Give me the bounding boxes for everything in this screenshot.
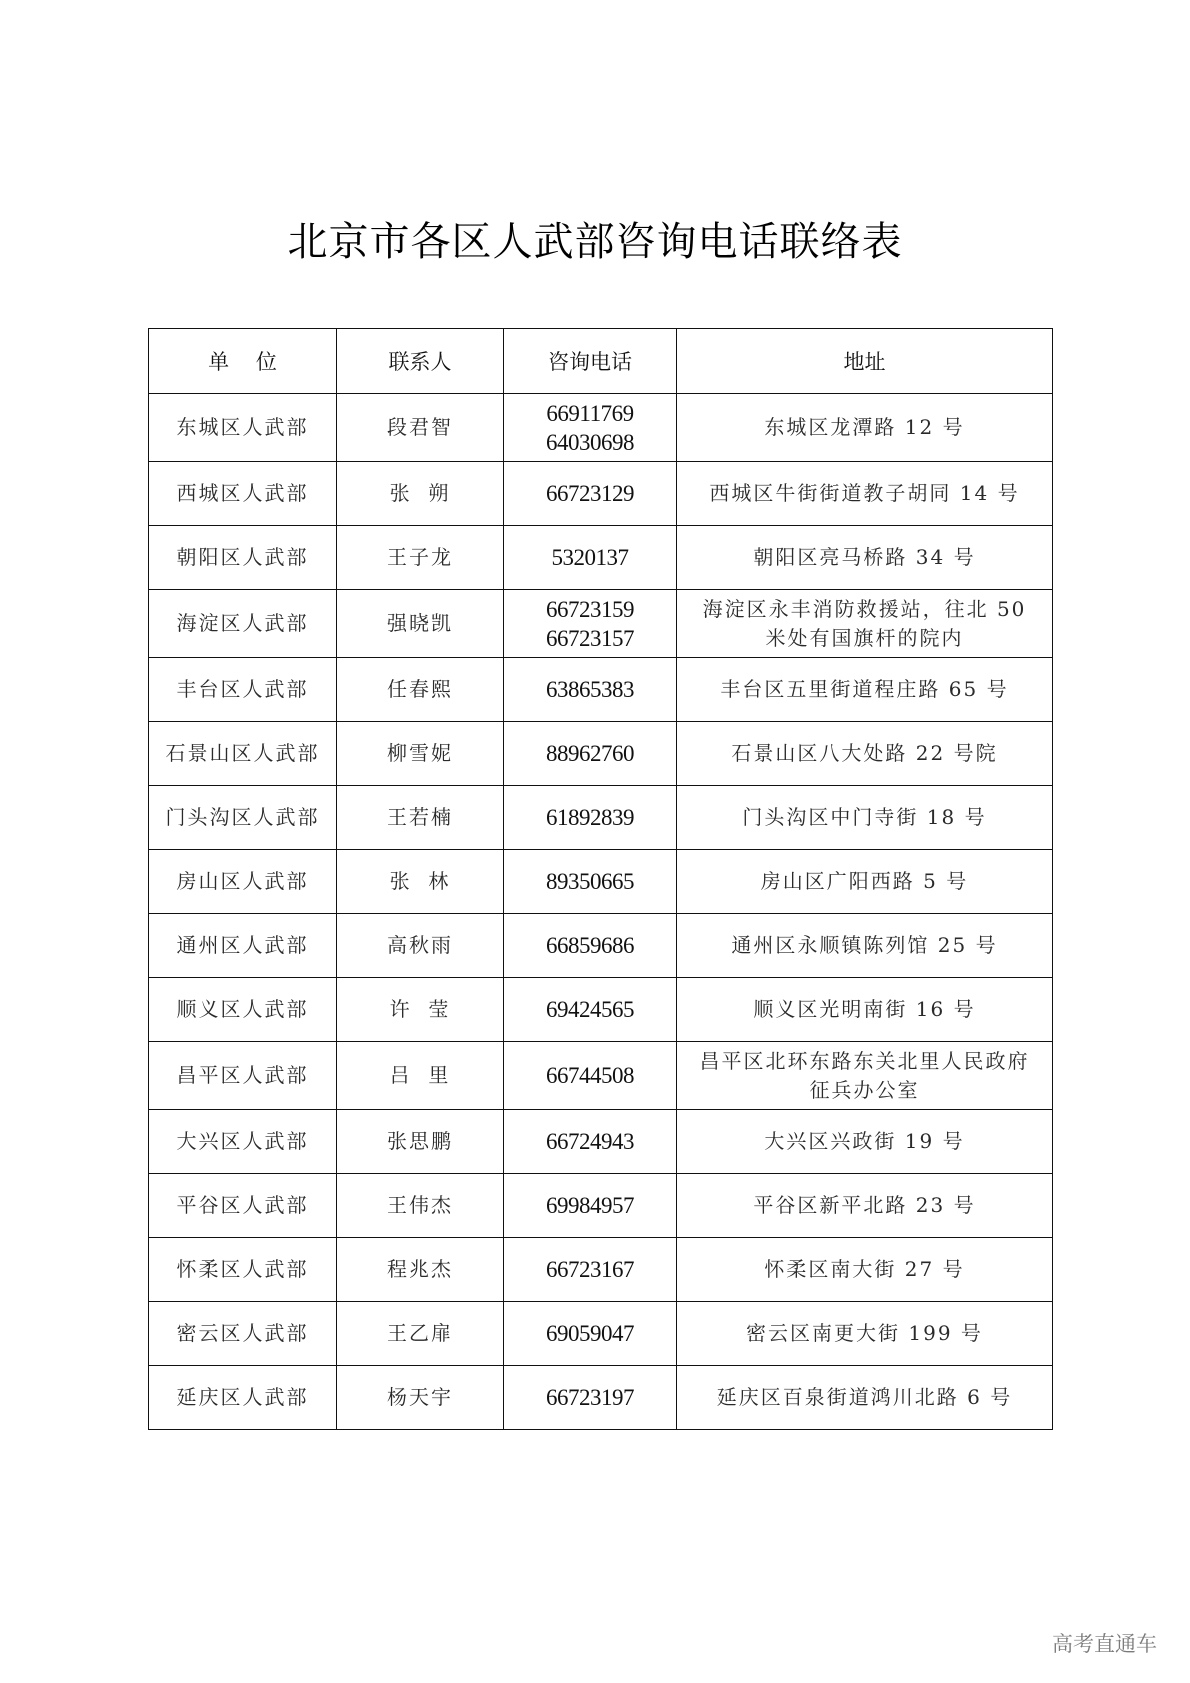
page-title: 北京市各区人武部咨询电话联络表	[287, 219, 903, 265]
address-line: 征兵办公室	[809, 1077, 920, 1102]
header-unit-label: 单 位	[208, 350, 277, 374]
cell-phone	[504, 1366, 677, 1430]
table-row	[149, 658, 1053, 722]
cell-phone	[504, 1110, 677, 1174]
cell-phone	[504, 850, 677, 914]
address-line: 西城区牛街街道教子胡同 14 号	[709, 481, 1020, 505]
phone-number: 66723129	[546, 481, 634, 506]
table-row	[149, 978, 1053, 1042]
cell-phone	[504, 978, 677, 1042]
address-line: 昌平区北环东路东关北里人民政府	[699, 1048, 1030, 1073]
table-row	[149, 394, 1053, 462]
cell-address	[677, 722, 1053, 786]
phone-number: 66723197	[546, 1385, 634, 1410]
cell-address	[677, 850, 1053, 914]
cell-address	[677, 526, 1053, 590]
table-row	[149, 722, 1053, 786]
cell-phone	[504, 1042, 677, 1110]
address-line: 门头沟区中门寺街 18 号	[742, 805, 987, 829]
phone-number: 66859686	[546, 933, 634, 958]
cell-unit: 海淀区人武部	[149, 590, 337, 658]
header-unit	[149, 329, 337, 394]
cell-unit: 大兴区人武部	[149, 1110, 337, 1174]
cell-unit: 石景山区人武部	[149, 722, 337, 786]
cell-address	[677, 1110, 1053, 1174]
header-address: 地址	[677, 329, 1053, 394]
cell-unit: 西城区人武部	[149, 462, 337, 526]
table-row	[149, 1110, 1053, 1174]
cell-phone	[504, 1302, 677, 1366]
cell-contact: 程兆杰	[337, 1238, 504, 1302]
cell-unit: 昌平区人武部	[149, 1042, 337, 1110]
address-line: 海淀区永丰消防救援站，往北 50	[702, 596, 1027, 621]
cell-unit: 顺义区人武部	[149, 978, 337, 1042]
address-line: 石景山区八大处路 22 号院	[731, 741, 998, 765]
cell-phone	[504, 590, 677, 658]
address-line: 东城区龙潭路 12 号	[764, 415, 965, 439]
address-line: 房山区广阳西路 5 号	[760, 869, 969, 893]
cell-contact: 吕 里	[337, 1042, 504, 1110]
cell-phone	[504, 1238, 677, 1302]
cell-unit: 丰台区人武部	[149, 658, 337, 722]
cell-contact: 张 朔	[337, 462, 504, 526]
table-row	[149, 1238, 1053, 1302]
cell-unit: 门头沟区人武部	[149, 786, 337, 850]
cell-contact: 段君智	[337, 394, 504, 462]
cell-address	[677, 1302, 1053, 1366]
address-line: 怀柔区南大街 27 号	[764, 1257, 965, 1281]
cell-address	[677, 1366, 1053, 1430]
cell-contact: 柳雪妮	[337, 722, 504, 786]
cell-address	[677, 786, 1053, 850]
header-phone: 咨询电话	[504, 329, 677, 394]
cell-contact: 张思鹏	[337, 1110, 504, 1174]
phone-number: 66723157	[546, 625, 634, 651]
cell-phone	[504, 914, 677, 978]
address-line: 通州区永顺镇陈列馆 25 号	[731, 933, 998, 957]
cell-address	[677, 590, 1053, 658]
table-body	[149, 394, 1053, 1430]
table-row	[149, 1366, 1053, 1430]
phone-number: 66723167	[546, 1257, 634, 1282]
cell-unit: 房山区人武部	[149, 850, 337, 914]
cell-address	[677, 1174, 1053, 1238]
cell-address	[677, 978, 1053, 1042]
cell-contact: 王子龙	[337, 526, 504, 590]
cell-address	[677, 462, 1053, 526]
phone-number: 61892839	[546, 805, 634, 830]
table-row	[149, 590, 1053, 658]
table-row	[149, 1174, 1053, 1238]
table-row	[149, 786, 1053, 850]
phone-number: 89350665	[546, 869, 634, 894]
table-row	[149, 914, 1053, 978]
cell-contact: 许 莹	[337, 978, 504, 1042]
address-line: 大兴区兴政街 19 号	[764, 1129, 965, 1153]
table-header-row	[149, 329, 1053, 394]
cell-contact: 强晓凯	[337, 590, 504, 658]
phone-number: 66723159	[546, 596, 634, 622]
cell-contact: 杨天宇	[337, 1366, 504, 1430]
phone-number: 69984957	[546, 1193, 634, 1218]
address-line: 平谷区新平北路 23 号	[753, 1193, 976, 1217]
table-row	[149, 1302, 1053, 1366]
phone-number: 63865383	[546, 677, 634, 702]
cell-unit: 朝阳区人武部	[149, 526, 337, 590]
address-line: 丰台区五里街道程庄路 65 号	[720, 677, 1009, 701]
phone-number: 88962760	[546, 741, 634, 766]
header-contact: 联系人	[337, 329, 504, 394]
cell-contact: 王乙扉	[337, 1302, 504, 1366]
address-line: 顺义区光明南街 16 号	[753, 997, 976, 1021]
address-line: 米处有国旗杆的院内	[765, 625, 964, 650]
phone-number: 66744508	[546, 1063, 634, 1088]
cell-phone	[504, 722, 677, 786]
table-row	[149, 462, 1053, 526]
phone-number: 69059047	[546, 1321, 634, 1346]
phone-number: 5320137	[551, 545, 629, 570]
address-line: 延庆区百泉街道鸿川北路 6 号	[716, 1385, 1013, 1409]
cell-phone	[504, 1174, 677, 1238]
cell-address	[677, 1042, 1053, 1110]
cell-contact: 王伟杰	[337, 1174, 504, 1238]
contact-table	[148, 328, 1053, 1430]
cell-phone	[504, 394, 677, 462]
cell-address	[677, 394, 1053, 462]
cell-phone	[504, 526, 677, 590]
phone-number: 66724943	[546, 1129, 634, 1154]
table-row	[149, 1042, 1053, 1110]
cell-contact: 高秋雨	[337, 914, 504, 978]
watermark: 高考直通车	[1052, 1632, 1157, 1656]
phone-number: 69424565	[546, 997, 634, 1022]
phone-number: 66911769	[546, 400, 634, 426]
cell-unit: 东城区人武部	[149, 394, 337, 462]
cell-phone	[504, 786, 677, 850]
cell-unit: 怀柔区人武部	[149, 1238, 337, 1302]
cell-contact: 张 林	[337, 850, 504, 914]
cell-unit: 平谷区人武部	[149, 1174, 337, 1238]
phone-number: 64030698	[546, 429, 634, 455]
cell-unit: 延庆区人武部	[149, 1366, 337, 1430]
address-line: 密云区南更大街 199 号	[746, 1321, 983, 1345]
cell-contact: 任春熙	[337, 658, 504, 722]
cell-address	[677, 658, 1053, 722]
cell-phone	[504, 462, 677, 526]
table-row	[149, 526, 1053, 590]
cell-contact: 王若楠	[337, 786, 504, 850]
cell-unit: 密云区人武部	[149, 1302, 337, 1366]
cell-address	[677, 914, 1053, 978]
cell-phone	[504, 658, 677, 722]
cell-address	[677, 1238, 1053, 1302]
table-row	[149, 850, 1053, 914]
cell-unit: 通州区人武部	[149, 914, 337, 978]
address-line: 朝阳区亮马桥路 34 号	[753, 545, 976, 569]
